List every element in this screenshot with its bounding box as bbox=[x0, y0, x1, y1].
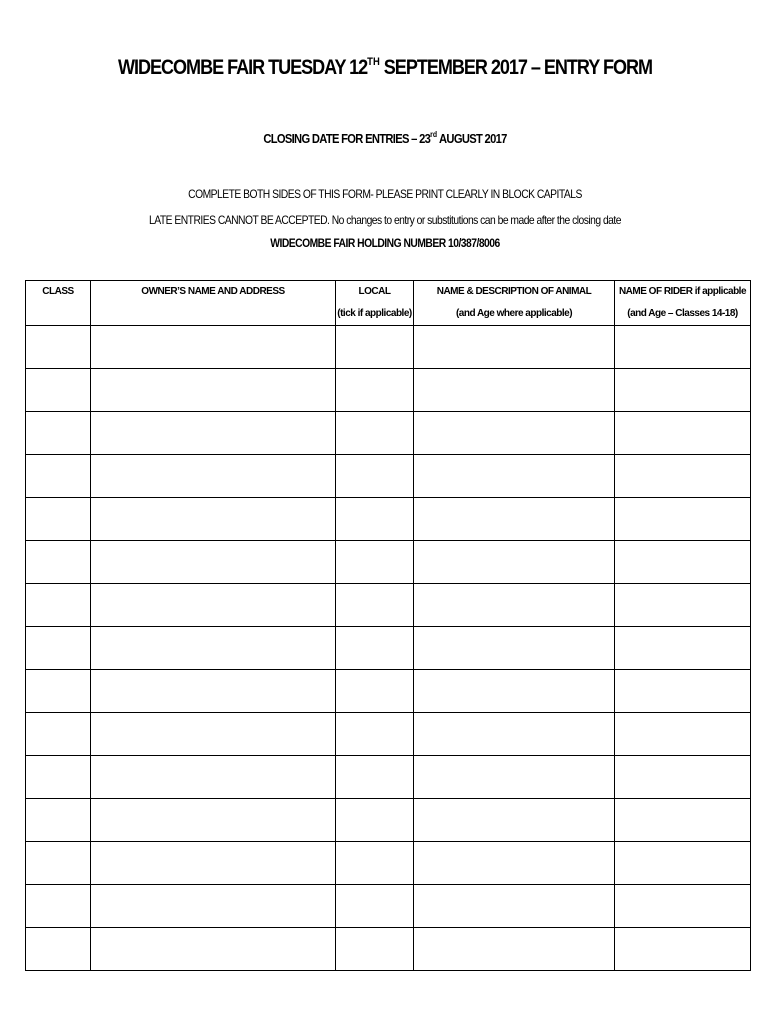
rider-cell[interactable] bbox=[615, 584, 751, 627]
entry-row bbox=[26, 928, 751, 971]
animal-cell[interactable] bbox=[414, 885, 615, 928]
local-cell[interactable] bbox=[336, 670, 414, 713]
owner-cell[interactable] bbox=[91, 928, 336, 971]
rider-cell[interactable] bbox=[615, 670, 751, 713]
class-cell[interactable] bbox=[26, 670, 91, 713]
header-animal-description: NAME & DESCRIPTION OF ANIMAL (and Age where applicable) bbox=[414, 281, 615, 326]
local-cell[interactable] bbox=[336, 842, 414, 885]
header-rider-name: NAME OF RIDER if applicable (and Age – Classes 14-18) bbox=[615, 281, 751, 326]
animal-cell[interactable] bbox=[414, 756, 615, 799]
entry-table-header bbox=[26, 281, 751, 326]
owner-cell[interactable] bbox=[91, 455, 336, 498]
owner-cell[interactable] bbox=[91, 627, 336, 670]
entry-table-body bbox=[26, 326, 751, 971]
animal-cell[interactable] bbox=[414, 928, 615, 971]
class-cell[interactable] bbox=[26, 627, 91, 670]
entry-row bbox=[26, 369, 751, 412]
animal-cell[interactable] bbox=[414, 627, 615, 670]
owner-cell[interactable] bbox=[91, 842, 336, 885]
local-cell[interactable] bbox=[336, 455, 414, 498]
entry-table bbox=[25, 280, 751, 971]
entry-row bbox=[26, 326, 751, 369]
local-cell[interactable] bbox=[336, 498, 414, 541]
owner-cell[interactable] bbox=[91, 799, 336, 842]
rider-cell[interactable] bbox=[615, 842, 751, 885]
class-cell[interactable] bbox=[26, 885, 91, 928]
rider-cell[interactable] bbox=[615, 369, 751, 412]
class-cell[interactable] bbox=[26, 756, 91, 799]
animal-cell[interactable] bbox=[414, 455, 615, 498]
entry-row bbox=[26, 498, 751, 541]
rider-cell[interactable] bbox=[615, 412, 751, 455]
class-cell[interactable] bbox=[26, 541, 91, 584]
class-cell[interactable] bbox=[26, 799, 91, 842]
entry-row bbox=[26, 627, 751, 670]
class-cell[interactable] bbox=[26, 326, 91, 369]
rider-cell[interactable] bbox=[615, 928, 751, 971]
class-cell[interactable] bbox=[26, 584, 91, 627]
entry-row bbox=[26, 799, 751, 842]
entry-row bbox=[26, 713, 751, 756]
rider-cell[interactable] bbox=[615, 799, 751, 842]
local-cell[interactable] bbox=[336, 584, 414, 627]
closing-date: CLOSING DATE FOR ENTRIES – 23rd AUGUST 2017 bbox=[263, 130, 507, 146]
local-cell[interactable] bbox=[336, 885, 414, 928]
animal-cell[interactable] bbox=[414, 842, 615, 885]
local-cell[interactable] bbox=[336, 541, 414, 584]
animal-cell[interactable] bbox=[414, 326, 615, 369]
class-cell[interactable] bbox=[26, 713, 91, 756]
animal-cell[interactable] bbox=[414, 412, 615, 455]
header-owner-name-address: OWNER’S NAME AND ADDRESS bbox=[91, 281, 336, 326]
header-class: CLASS bbox=[26, 281, 91, 326]
entry-row bbox=[26, 842, 751, 885]
animal-cell[interactable] bbox=[414, 369, 615, 412]
rider-cell[interactable] bbox=[615, 455, 751, 498]
holding-number: WIDECOMBE FAIR HOLDING NUMBER 10/387/8006 bbox=[270, 236, 500, 250]
owner-cell[interactable] bbox=[91, 756, 336, 799]
local-cell[interactable] bbox=[336, 928, 414, 971]
class-cell[interactable] bbox=[26, 498, 91, 541]
class-cell[interactable] bbox=[26, 455, 91, 498]
owner-cell[interactable] bbox=[91, 713, 336, 756]
local-cell[interactable] bbox=[336, 412, 414, 455]
class-cell[interactable] bbox=[26, 928, 91, 971]
rider-cell[interactable] bbox=[615, 326, 751, 369]
rider-cell[interactable] bbox=[615, 713, 751, 756]
local-cell[interactable] bbox=[336, 326, 414, 369]
form-title: WIDECOMBE FAIR TUESDAY 12TH SEPTEMBER 2017 – ENTRY FORM bbox=[118, 56, 652, 79]
entry-row bbox=[26, 756, 751, 799]
entry-row bbox=[26, 412, 751, 455]
owner-cell[interactable] bbox=[91, 326, 336, 369]
local-cell[interactable] bbox=[336, 713, 414, 756]
owner-cell[interactable] bbox=[91, 369, 336, 412]
local-cell[interactable] bbox=[336, 799, 414, 842]
class-cell[interactable] bbox=[26, 369, 91, 412]
class-cell[interactable] bbox=[26, 842, 91, 885]
owner-cell[interactable] bbox=[91, 584, 336, 627]
instruction-late-entries: LATE ENTRIES CANNOT BE ACCEPTED. No changes to entry or substitutions can be made after the closing date bbox=[149, 213, 621, 227]
animal-cell[interactable] bbox=[414, 799, 615, 842]
rider-cell[interactable] bbox=[615, 756, 751, 799]
rider-cell[interactable] bbox=[615, 627, 751, 670]
local-cell[interactable] bbox=[336, 369, 414, 412]
animal-cell[interactable] bbox=[414, 713, 615, 756]
animal-cell[interactable] bbox=[414, 498, 615, 541]
header-local: LOCAL (tick if applicable) bbox=[336, 281, 414, 326]
entry-row bbox=[26, 885, 751, 928]
owner-cell[interactable] bbox=[91, 670, 336, 713]
entry-row bbox=[26, 670, 751, 713]
rider-cell[interactable] bbox=[615, 498, 751, 541]
rider-cell[interactable] bbox=[615, 541, 751, 584]
animal-cell[interactable] bbox=[414, 670, 615, 713]
entry-row bbox=[26, 584, 751, 627]
entry-row bbox=[26, 455, 751, 498]
class-cell[interactable] bbox=[26, 412, 91, 455]
local-cell[interactable] bbox=[336, 756, 414, 799]
rider-cell[interactable] bbox=[615, 885, 751, 928]
animal-cell[interactable] bbox=[414, 541, 615, 584]
instruction-complete-both-sides: COMPLETE BOTH SIDES OF THIS FORM- PLEASE PRINT CLEARLY IN BLOCK CAPITALS bbox=[188, 187, 582, 201]
animal-cell[interactable] bbox=[414, 584, 615, 627]
owner-cell[interactable] bbox=[91, 885, 336, 928]
local-cell[interactable] bbox=[336, 627, 414, 670]
entry-row bbox=[26, 541, 751, 584]
owner-cell[interactable] bbox=[91, 412, 336, 455]
owner-cell[interactable] bbox=[91, 541, 336, 584]
owner-cell[interactable] bbox=[91, 498, 336, 541]
